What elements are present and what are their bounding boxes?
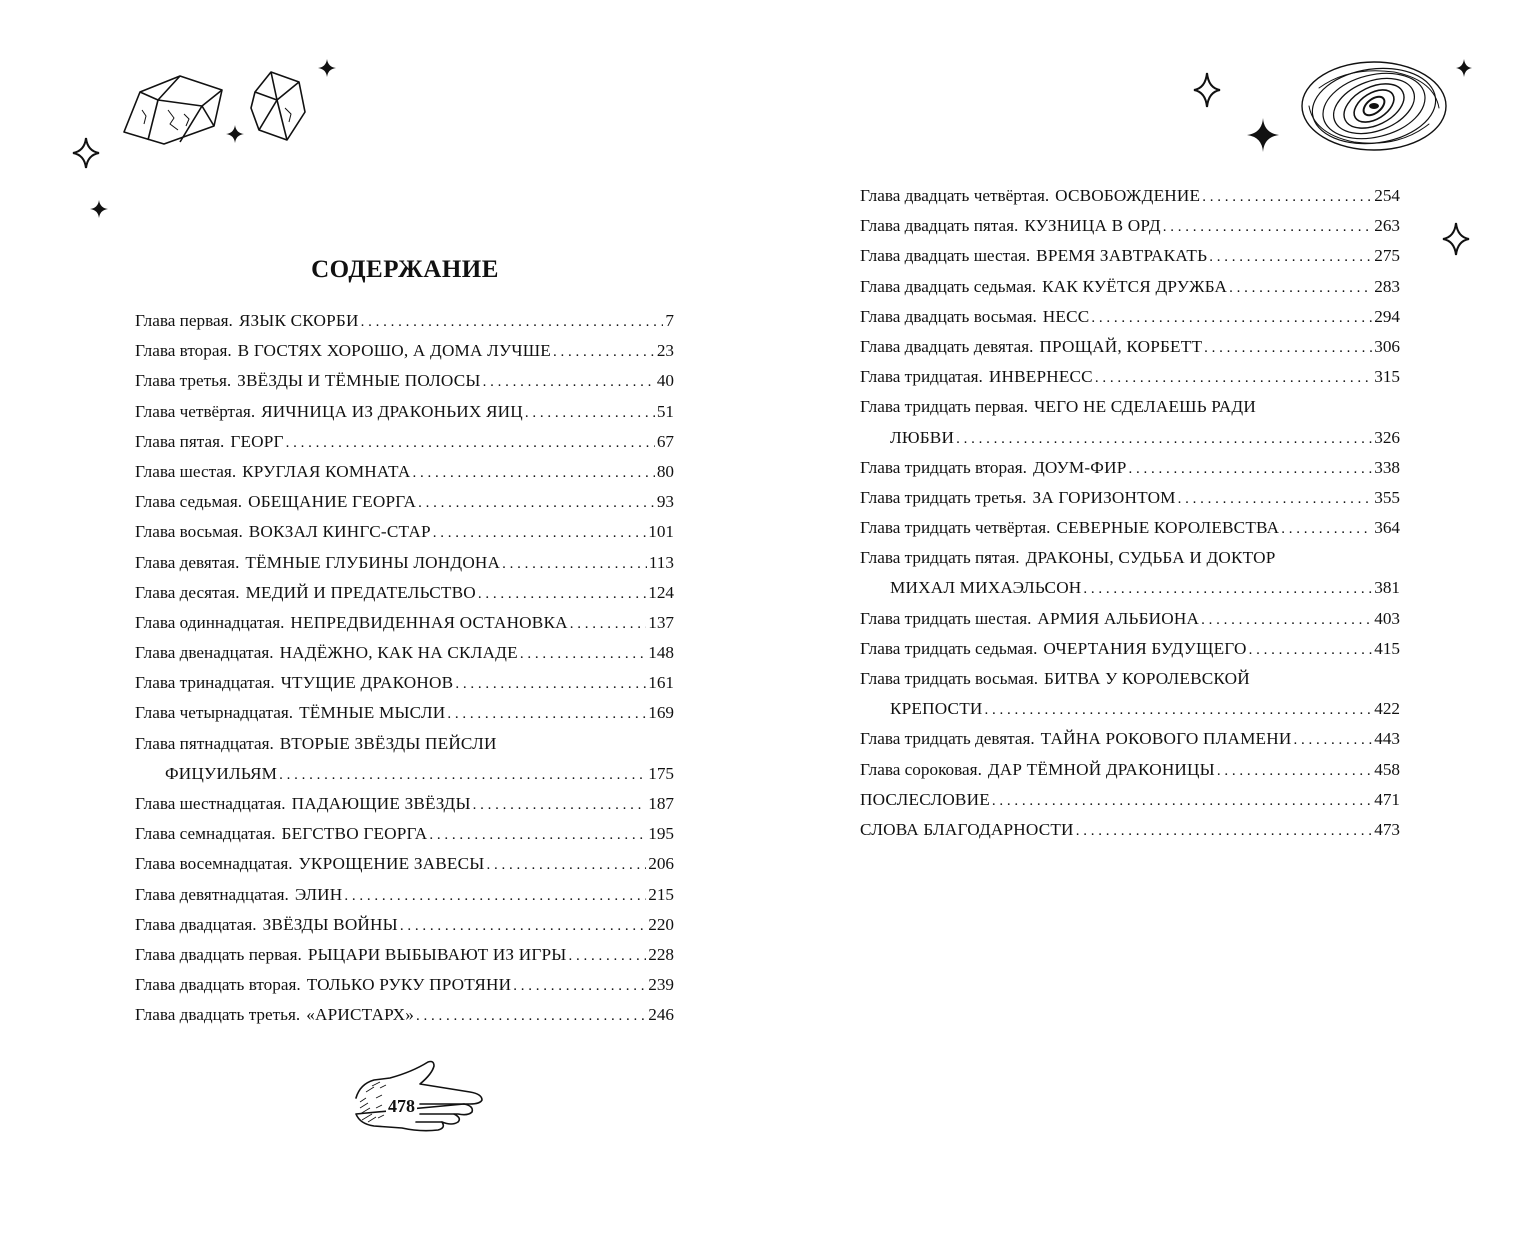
page-number: 478 <box>388 1096 415 1116</box>
toc-entry <box>135 789 674 819</box>
page-ref: 294 <box>1374 306 1400 326</box>
leader-dots <box>956 424 1372 453</box>
chapter-title-continued: ЛЮБВИ <box>890 427 955 447</box>
leader-dots <box>1249 635 1373 664</box>
toc-entry <box>135 397 674 427</box>
chapter-label: Глава вторая. <box>135 341 232 361</box>
chapter-title: ОЧЕРТАНИЯ БУДУЩЕГО <box>1043 638 1247 658</box>
toc-entry <box>860 724 1400 754</box>
chapter-label: Глава восьмая. <box>135 522 243 542</box>
toc-entry <box>135 336 674 366</box>
chapter-title: ЗВЁЗДЫ ВОЙНЫ <box>262 914 398 934</box>
leader-dots <box>1281 514 1372 543</box>
chapter-label: Глава двадцатая. <box>135 914 257 934</box>
toc-entry <box>135 910 674 940</box>
page-ref: 124 <box>648 582 674 602</box>
chapter-label: Глава тринадцатая. <box>135 673 275 693</box>
chapter-title: ГЕОРГ <box>230 431 284 451</box>
leader-dots <box>418 488 655 517</box>
toc-entry <box>860 392 1400 422</box>
toc-entry <box>860 332 1400 362</box>
leader-dots <box>400 911 646 940</box>
toc-entry <box>135 306 674 336</box>
page-ref: 215 <box>648 884 674 904</box>
chapter-label: Глава двадцать четвёртая. <box>860 186 1050 205</box>
toc-title: СОДЕРЖАНИЕ <box>311 256 499 283</box>
toc-entry-continuation <box>860 423 1400 453</box>
chapter-title: КУЗНИЦА В ОРД <box>1024 216 1161 236</box>
page-ref: 113 <box>648 552 674 572</box>
leader-dots <box>412 458 654 487</box>
chapter-label: Глава тридцать седьмая. <box>860 638 1038 658</box>
page-ref: 306 <box>1374 336 1400 356</box>
chapter-label: Глава восемнадцатая. <box>135 854 293 874</box>
left-page <box>0 0 767 1240</box>
chapter-title: ДРАКОНЫ, СУДЬБА И ДОКТОР <box>1025 548 1276 568</box>
chapter-title: ЗВЁЗДЫ И ТЁМНЫЕ ПОЛОСЫ <box>237 371 481 391</box>
leader-dots <box>473 790 647 819</box>
toc-entry <box>860 302 1400 332</box>
leader-dots <box>286 428 655 457</box>
chapter-label: Глава двадцать восьмая. <box>860 306 1037 326</box>
page-ref: 254 <box>1374 186 1400 205</box>
page-ref: 275 <box>1374 246 1400 266</box>
right-page <box>767 0 1535 1240</box>
leader-dots <box>1293 725 1372 754</box>
page-ref: 175 <box>648 763 674 783</box>
page-ref: 315 <box>1374 367 1400 387</box>
page-ref: 80 <box>656 461 674 481</box>
leader-dots <box>1202 182 1372 211</box>
toc-entry <box>135 457 674 487</box>
chapter-title: ПАДАЮЩИЕ ЗВЁЗДЫ <box>291 794 471 813</box>
page-ref: 169 <box>648 703 674 723</box>
chapter-label: Глава четвёртая. <box>135 401 256 421</box>
page-ref: 246 <box>648 1005 674 1025</box>
chapter-label: Глава одиннадцатая. <box>135 612 285 632</box>
page-ref: 458 <box>1374 759 1400 779</box>
chapter-title-continued: КРЕПОСТИ <box>890 699 983 719</box>
chapter-label: Глава тридцать девятая. <box>860 729 1035 749</box>
toc-entry-continuation <box>860 694 1400 724</box>
chapter-title: СЛОВА БЛАГОДАРНОСТИ <box>860 819 1074 839</box>
page-ref: 338 <box>1374 457 1400 477</box>
page-ref: 187 <box>648 794 674 813</box>
crystal-icon <box>247 68 309 144</box>
leader-dots <box>433 518 646 547</box>
toc-entry <box>135 880 674 910</box>
toc-entry-continuation <box>860 573 1400 603</box>
chapter-title: КРУГЛАЯ КОМНАТА <box>242 461 411 481</box>
chapter-title: ЭЛИН <box>294 884 343 904</box>
leader-dots <box>553 337 655 366</box>
sparkle-star-icon <box>72 137 100 169</box>
toc-entry <box>135 849 674 879</box>
chapter-title: ТАЙНА РОКОВОГО ПЛАМЕНИ <box>1040 729 1292 749</box>
leader-dots <box>525 398 655 427</box>
leader-dots <box>455 669 646 698</box>
leader-dots <box>570 609 646 638</box>
page-ref: 355 <box>1374 487 1400 507</box>
chapter-title: «АРИСТАРХ» <box>306 1005 415 1025</box>
leader-dots <box>1083 574 1372 603</box>
chapter-label: Глава шестнадцатая. <box>135 794 286 813</box>
toc-entry <box>135 608 674 638</box>
chapter-label: Глава тридцать восьмая. <box>860 669 1039 688</box>
toc-entry <box>135 970 674 1000</box>
page-ref: 443 <box>1374 729 1400 749</box>
chapter-label: Глава двадцать вторая. <box>135 975 301 995</box>
chapter-title: ВРЕМЯ ЗАВТРАКАТЬ <box>1036 246 1208 266</box>
chapter-title: ЧЕГО НЕ СДЕЛАЕШЬ РАДИ <box>1034 397 1256 417</box>
chapter-title: ВОКЗАЛ КИНГС-СТАР <box>248 522 431 542</box>
leader-dots <box>486 850 646 879</box>
toc-list-left <box>135 306 674 1031</box>
page-ref: 239 <box>648 975 674 995</box>
chapter-title: ПОСЛЕСЛОВИЕ <box>860 789 990 809</box>
leader-dots <box>1091 303 1372 332</box>
toc-entry <box>860 483 1400 513</box>
chapter-title: МЕДИЙ И ПРЕДАТЕЛЬСТВО <box>245 582 476 602</box>
chapter-label: Глава тридцать шестая. <box>860 608 1032 628</box>
toc-entry <box>860 513 1400 543</box>
page-ref: 381 <box>1374 578 1400 598</box>
sparkle-star-icon <box>1442 222 1470 256</box>
page-ref: 101 <box>648 522 674 542</box>
leader-dots <box>361 307 664 336</box>
pointing-hand-icon <box>350 1058 490 1138</box>
chapter-label: Глава двадцать девятая. <box>860 336 1034 356</box>
chapter-label: Глава первая. <box>135 311 233 330</box>
chapter-label: Глава двадцать первая. <box>135 944 302 964</box>
page-ref: 67 <box>656 431 674 451</box>
page-ref: 23 <box>656 341 674 361</box>
chapter-title: РЫЦАРИ ВЫБЫВАЮТ ИЗ ИГРЫ <box>307 944 567 964</box>
chapter-label: Глава двадцать шестая. <box>860 246 1031 266</box>
chapter-label: Глава пятнадцатая. <box>135 733 274 753</box>
toc-entry <box>860 241 1400 271</box>
chapter-title: ЧТУЩИЕ ДРАКОНОВ <box>280 673 454 693</box>
toc-entry <box>860 604 1400 634</box>
chapter-title: АРМИЯ АЛЬБИОНА <box>1037 608 1200 628</box>
leader-dots <box>1209 242 1372 271</box>
chapter-title: В ГОСТЯХ ХОРОШО, А ДОМА ЛУЧШЕ <box>237 341 551 361</box>
toc-entry <box>135 548 674 578</box>
page-ref: 415 <box>1374 638 1400 658</box>
chapter-label: Глава тридцать пятая. <box>860 548 1020 568</box>
toc-entry <box>860 362 1400 392</box>
chapter-title: НАДЁЖНО, КАК НА СКЛАДЕ <box>279 643 518 663</box>
chapter-label: Глава семнадцатая. <box>135 824 276 844</box>
page-ref: 93 <box>656 492 674 512</box>
galaxy-spiral-icon <box>1299 58 1449 154</box>
leader-dots <box>447 699 646 728</box>
chapter-label: Глава пятая. <box>135 431 225 451</box>
chapter-label: Глава тридцать четвёртая. <box>860 518 1051 538</box>
chapter-label: Глава девятнадцатая. <box>135 884 289 904</box>
page-ref: 40 <box>656 371 674 391</box>
leader-dots <box>483 367 655 396</box>
chapter-title: БИТВА У КОРОЛЕВСКОЙ <box>1044 669 1250 688</box>
leader-dots <box>1128 454 1372 483</box>
toc-entry <box>860 664 1400 694</box>
page-ref: 326 <box>1374 427 1400 447</box>
leader-dots <box>1076 816 1373 845</box>
chapter-label: Глава седьмая. <box>135 492 243 512</box>
page-ref: 7 <box>665 311 674 330</box>
sparkle-star-icon <box>1456 59 1472 77</box>
toc-entry <box>135 668 674 698</box>
page-ref: 263 <box>1374 216 1400 236</box>
page-ref: 422 <box>1374 699 1400 719</box>
leader-dots <box>1229 273 1372 302</box>
toc-entry <box>135 487 674 517</box>
leader-dots <box>1095 363 1372 392</box>
page-ref: 161 <box>648 673 674 693</box>
chapter-title: ДАР ТЁМНОЙ ДРАКОНИЦЫ <box>987 759 1215 779</box>
chapter-label: Глава двенадцатая. <box>135 643 274 663</box>
chapter-label: Глава шестая. <box>135 461 237 481</box>
chapter-title: СЕВЕРНЫЕ КОРОЛЕВСТВА <box>1056 518 1280 538</box>
chapter-title: ТЁМНЫЕ МЫСЛИ <box>299 703 446 723</box>
chapter-title: НЕСС <box>1042 306 1090 326</box>
toc-entry <box>860 272 1400 302</box>
toc-entry <box>860 785 1400 815</box>
chapter-title: БЕГСТВО ГЕОРГА <box>281 824 428 844</box>
chapter-label: Глава тридцать первая. <box>860 397 1029 417</box>
chapter-title: ОБЕЩАНИЕ ГЕОРГА <box>248 492 417 512</box>
sparkle-star-icon <box>1247 118 1279 152</box>
chapter-title: ДОУМ-ФИР <box>1032 457 1127 477</box>
chapter-label: Глава двадцать третья. <box>135 1005 301 1025</box>
toc-entry <box>135 819 674 849</box>
toc-entry <box>860 815 1400 845</box>
toc-entry <box>135 729 674 759</box>
leader-dots <box>568 941 646 970</box>
chapter-label: Глава сороковая. <box>860 759 982 779</box>
chapter-label: Глава девятая. <box>135 552 240 572</box>
page-ref: 283 <box>1374 276 1400 296</box>
chapter-title-continued: МИХАЛ МИХАЭЛЬСОН <box>890 578 1082 598</box>
page-ref: 206 <box>648 854 674 874</box>
leader-dots <box>344 881 646 910</box>
leader-dots <box>1201 605 1372 634</box>
folio-ornament <box>350 1058 490 1138</box>
chapter-title: ВТОРЫЕ ЗВЁЗДЫ ПЕЙСЛИ <box>279 733 497 753</box>
toc-entry <box>135 578 674 608</box>
chapter-title: ТЁМНЫЕ ГЛУБИНЫ ЛОНДОНА <box>245 552 501 572</box>
toc-entry <box>135 940 674 970</box>
toc-entry <box>135 517 674 547</box>
page-ref: 137 <box>648 612 674 632</box>
chapter-label: Глава двадцать пятая. <box>860 216 1019 236</box>
chapter-label: Глава тридцать вторая. <box>860 457 1027 477</box>
chapter-label: Глава тридцать третья. <box>860 487 1027 507</box>
chapter-label: Глава тридцатая. <box>860 367 983 387</box>
chapter-title: ОСВОБОЖДЕНИЕ <box>1055 186 1201 205</box>
sparkle-star-icon <box>226 125 244 143</box>
leader-dots <box>520 639 646 668</box>
toc-entry <box>860 543 1400 573</box>
toc-entry <box>860 634 1400 664</box>
page-ref: 51 <box>656 401 674 421</box>
leader-dots <box>985 695 1373 724</box>
leader-dots <box>279 760 646 789</box>
leader-dots <box>429 820 646 849</box>
leader-dots <box>502 549 647 578</box>
sparkle-star-icon <box>90 200 108 218</box>
toc-entry <box>860 453 1400 483</box>
toc-entry-continuation <box>135 759 674 789</box>
chapter-title: ЯИЧНИЦА ИЗ ДРАКОНЬИХ ЯИЦ <box>261 401 523 421</box>
chapter-label: Глава двадцать седьмая. <box>860 276 1037 296</box>
chapter-label: Глава четырнадцатая. <box>135 703 294 723</box>
page-ref: 148 <box>648 643 674 663</box>
page-ref: 228 <box>648 944 674 964</box>
page-ref: 471 <box>1374 789 1400 809</box>
chapter-title: ПРОЩАЙ, КОРБЕТТ <box>1039 336 1203 356</box>
leader-dots <box>992 786 1372 815</box>
chapter-title: УКРОЩЕНИЕ ЗАВЕСЫ <box>298 854 485 874</box>
toc-entry <box>135 366 674 396</box>
sparkle-star-icon <box>318 59 336 77</box>
leader-dots <box>478 579 646 608</box>
chapter-label: Глава десятая. <box>135 582 240 602</box>
toc-entry <box>135 1000 674 1030</box>
leader-dots <box>513 971 646 1000</box>
page-ref: 220 <box>648 914 674 934</box>
toc-entry <box>860 211 1400 241</box>
chapter-title-continued: ФИЦУИЛЬЯМ <box>165 763 278 783</box>
chapter-title: ЗА ГОРИЗОНТОМ <box>1032 487 1176 507</box>
page-ref: 195 <box>648 824 674 844</box>
chapter-title: КАК КУЁТСЯ ДРУЖБА <box>1042 276 1228 296</box>
leader-dots <box>1217 756 1372 785</box>
chapter-title: ТОЛЬКО РУКУ ПРОТЯНИ <box>306 975 512 995</box>
chapter-title: НЕПРЕДВИДЕННАЯ ОСТАНОВКА <box>290 612 568 632</box>
page-ref: 364 <box>1374 518 1400 538</box>
chapter-title: ЯЗЫК СКОРБИ <box>238 311 359 330</box>
page-ref: 403 <box>1374 608 1400 628</box>
leader-dots <box>1178 484 1373 513</box>
toc-entry <box>860 181 1400 211</box>
toc-entry <box>135 698 674 728</box>
leader-dots <box>416 1001 646 1030</box>
toc-entry <box>135 638 674 668</box>
toc-entry <box>860 755 1400 785</box>
leader-dots <box>1163 212 1372 241</box>
crystal-icon <box>118 70 230 150</box>
leader-dots <box>1204 333 1372 362</box>
page-ref: 473 <box>1374 819 1400 839</box>
toc-entry <box>135 427 674 457</box>
chapter-label: Глава третья. <box>135 371 232 391</box>
chapter-title: ИНВЕРНЕСС <box>988 367 1093 387</box>
sparkle-star-icon <box>1193 72 1221 108</box>
toc-list-right <box>860 181 1400 845</box>
